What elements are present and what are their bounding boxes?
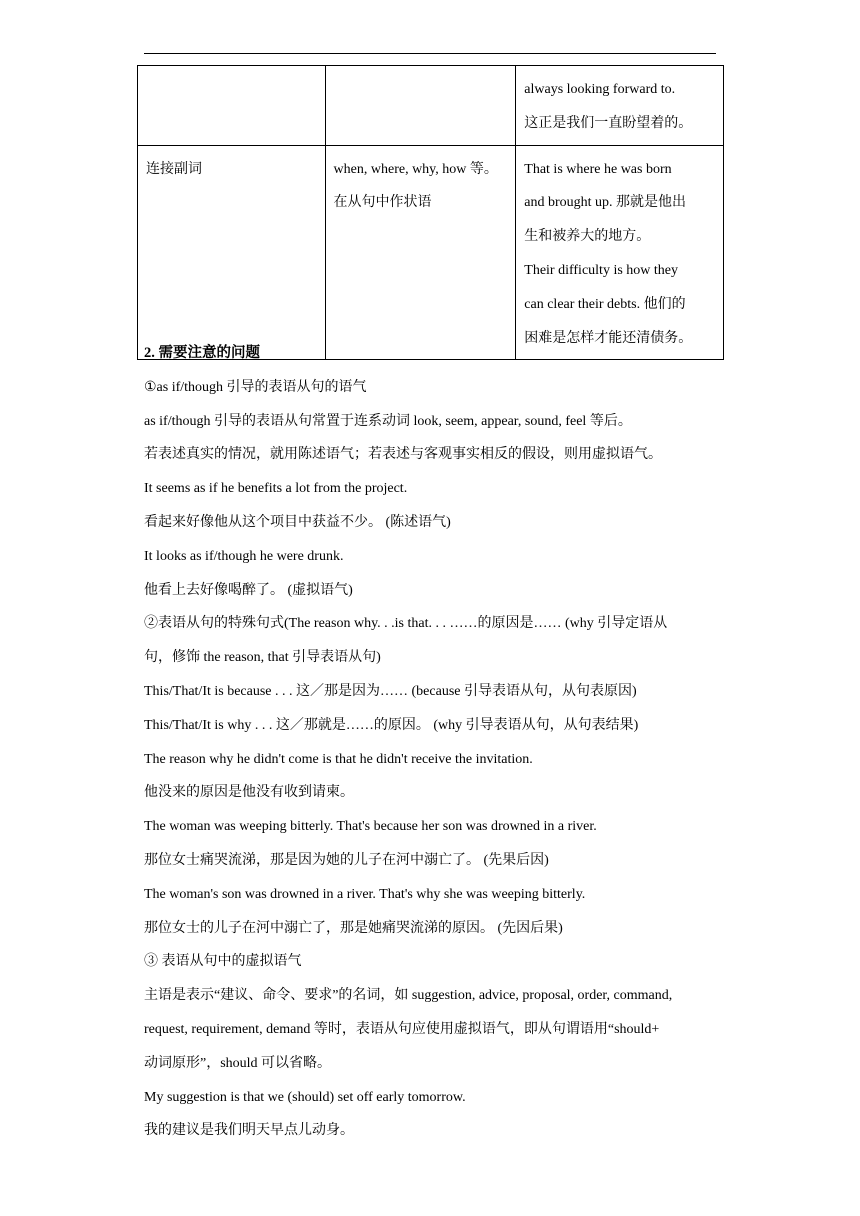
cell-text: when, where, why, how 等。 xyxy=(333,161,498,177)
paragraph: 若表述真实的情况，就用陈述语气；若表述与客观事实相反的假设，则用虚拟语气。 xyxy=(144,447,662,463)
paragraph: The woman was weeping bitterly. That's because her son was drowned in a river. xyxy=(144,819,597,835)
paragraph: 他没来的原因是他没有收到请柬。 xyxy=(144,785,354,801)
paragraph: It seems as if he benefits a lot from the project. xyxy=(144,481,408,497)
table-row xyxy=(138,66,724,146)
paragraph: This/That/It is why . . . 这／那就是……的原因。 (why 引导表语从句，从句表结果) xyxy=(144,717,639,733)
paragraph: ①as if/though 引导的表语从句的语气 xyxy=(144,379,367,395)
grammar-table xyxy=(137,65,724,360)
paragraph: 主语是表示“建议、命令、要求”的名词，如 suggestion, advice, proposal, order, command, xyxy=(144,988,673,1004)
section-heading: 2. 需要注意的问题 xyxy=(144,345,260,361)
paragraph: ②表语从句的特殊句式(The reason why. . .is that. . . ……的原因是…… (why 引导定语从 xyxy=(144,616,668,632)
paragraph: My suggestion is that we (should) set off early tomorrow. xyxy=(144,1089,466,1105)
paragraph: The reason why he didn't come is that he didn't receive the invitation. xyxy=(144,751,533,767)
cell-text: 连接副词 xyxy=(146,161,202,177)
paragraph: request, requirement, demand 等时，表语从句应使用虚拟语气，即从句谓语用“should+ xyxy=(144,1021,660,1037)
cell-text: 在从句中作状语 xyxy=(333,195,432,211)
cell-text: Their difficulty is how they xyxy=(524,262,678,278)
paragraph: 那位女士的儿子在河中溺亡了，那是她痛哭流涕的原因。 (先因后果) xyxy=(144,920,563,936)
paragraph: This/That/It is because . . . 这／那是因为…… (because 引导表语从句，从句表原因) xyxy=(144,683,637,699)
cell-text: 这正是我们一直盼望着的。 xyxy=(524,115,693,131)
cell-text: always looking forward to. xyxy=(524,82,676,97)
document-body xyxy=(144,337,724,1148)
table-cell xyxy=(516,66,724,146)
cell-text: 困难是怎样才能还清债务。 xyxy=(524,330,693,346)
cell-text: and brought up. 那就是他出 xyxy=(524,195,687,211)
paragraph: 他看上去好像喝醉了。 (虚拟语气) xyxy=(144,582,353,598)
table-cell xyxy=(138,66,326,146)
table-cell xyxy=(516,145,724,360)
table-cell xyxy=(325,145,516,360)
paragraph: 那位女士痛哭流涕，那是因为她的儿子在河中溺亡了。 (先果后因) xyxy=(144,852,549,868)
paragraph: ③ 表语从句中的虚拟语气 xyxy=(144,954,302,970)
paragraph: 看起来好像他从这个项目中获益不少。 (陈述语气) xyxy=(144,514,451,530)
paragraph: as if/though 引导的表语从句常置于连系动词 look, seem, appear, sound, feel 等后。 xyxy=(144,413,632,429)
paragraph: 动词原形”，should 可以省略。 xyxy=(144,1055,332,1071)
table-cell xyxy=(138,145,326,360)
table-cell xyxy=(325,66,516,146)
cell-text: 生和被养大的地方。 xyxy=(524,229,651,245)
paragraph: 句，修饰 the reason, that 引导表语从句) xyxy=(144,650,381,666)
header-rule xyxy=(144,53,716,54)
paragraph: 我的建议是我们明天早点儿动身。 xyxy=(144,1123,354,1139)
table-row xyxy=(138,145,724,360)
cell-text: That is where he was born xyxy=(524,161,672,177)
cell-text: can clear their debts. 他们的 xyxy=(524,296,686,312)
paragraph: The woman's son was drowned in a river. That's why she was weeping bitterly. xyxy=(144,886,586,902)
paragraph: It looks as if/though he were drunk. xyxy=(144,548,344,564)
